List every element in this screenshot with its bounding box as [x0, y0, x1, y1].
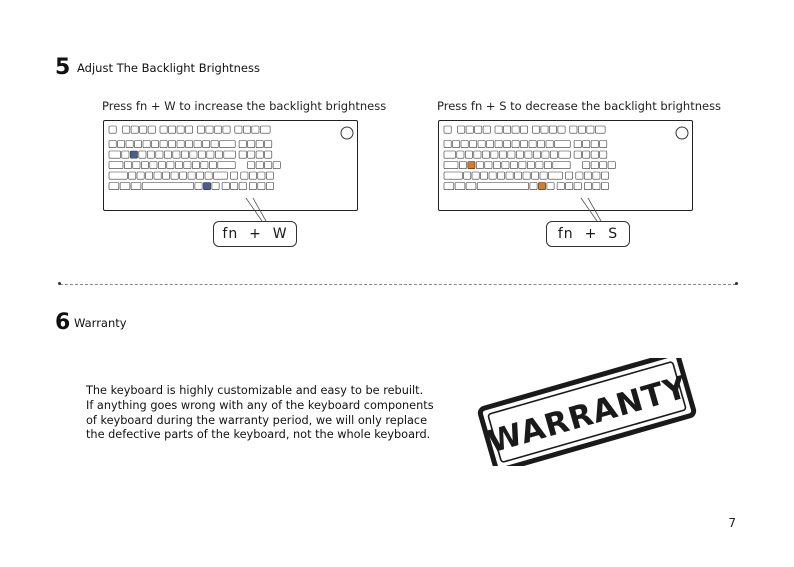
- key: [109, 162, 123, 169]
- key: [249, 172, 256, 179]
- key: [252, 126, 259, 133]
- key: [197, 172, 204, 179]
- key: [211, 141, 218, 148]
- warranty-line-3: of keyboard during the warranty period, we will only replace: [86, 413, 428, 427]
- key: [180, 172, 187, 179]
- key: [175, 162, 182, 169]
- key: [194, 141, 201, 148]
- fn-s-combo-text: fn + S: [557, 226, 619, 242]
- key: [495, 126, 502, 133]
- key: [266, 183, 273, 190]
- key: [248, 151, 255, 158]
- key: [444, 126, 451, 133]
- key: [591, 141, 598, 148]
- key: [188, 172, 195, 179]
- fn-s-combo-label: [546, 221, 630, 247]
- key: [566, 172, 573, 179]
- key: [559, 151, 571, 158]
- warranty-paragraph: [86, 384, 434, 443]
- fn-w-combo-label: [213, 221, 297, 247]
- key: [109, 172, 127, 179]
- key: [549, 126, 556, 133]
- key: [163, 172, 170, 179]
- key: [160, 141, 167, 148]
- key: [164, 151, 171, 158]
- key: [550, 151, 557, 158]
- key: [595, 126, 605, 133]
- key: [495, 141, 502, 148]
- key: [140, 126, 147, 133]
- knob-icon: [676, 127, 688, 139]
- key: [466, 126, 473, 133]
- key: [239, 141, 246, 148]
- key: [458, 126, 465, 133]
- key: [533, 151, 540, 158]
- key: [249, 183, 256, 190]
- key: [502, 162, 509, 169]
- key: [231, 172, 238, 179]
- key: [167, 162, 174, 169]
- key: [540, 172, 547, 179]
- key: [574, 141, 581, 148]
- key: [536, 162, 543, 169]
- key: [129, 172, 136, 179]
- key: [444, 172, 462, 179]
- key: [487, 141, 494, 148]
- section-5-number: 5: [55, 55, 71, 80]
- key: [465, 151, 472, 158]
- key: [239, 183, 246, 190]
- key: [118, 141, 125, 148]
- key: [457, 151, 464, 158]
- key: [508, 151, 515, 158]
- key: [258, 172, 265, 179]
- key: [190, 151, 197, 158]
- key: [489, 172, 496, 179]
- key: [574, 151, 581, 158]
- key: [214, 126, 221, 133]
- key: [169, 141, 176, 148]
- knob-icon: [341, 127, 353, 139]
- divider-dot-right: [735, 282, 738, 285]
- warranty-stamp-text: WARRANTY: [483, 369, 692, 461]
- key: [468, 162, 475, 169]
- key: [472, 172, 479, 179]
- key: [583, 141, 590, 148]
- key: [120, 183, 130, 190]
- key: [171, 172, 178, 179]
- key: [538, 183, 545, 190]
- key: [150, 162, 157, 169]
- key: [532, 172, 539, 179]
- key: [566, 183, 573, 190]
- key: [553, 162, 570, 169]
- key: [207, 151, 214, 158]
- key: [214, 172, 228, 179]
- key: [482, 151, 489, 158]
- key: [557, 183, 564, 190]
- warranty-line-1: The keyboard is highly customizable and easy to be rebuilt.: [86, 384, 424, 397]
- key: [223, 126, 230, 133]
- key: [601, 172, 608, 179]
- key: [131, 126, 138, 133]
- key: [600, 151, 607, 158]
- key: [209, 162, 216, 169]
- key: [158, 162, 165, 169]
- key: [215, 151, 222, 158]
- key: [558, 126, 565, 133]
- key: [218, 162, 235, 169]
- key: [583, 151, 590, 158]
- key: [608, 162, 615, 169]
- key: [542, 151, 549, 158]
- key: [444, 151, 456, 158]
- key: [248, 141, 255, 148]
- key: [459, 162, 466, 169]
- key: [453, 141, 460, 148]
- key: [504, 126, 511, 133]
- warranty-line-4: the defective parts of the keyboard, not the whole keyboard.: [86, 428, 431, 442]
- key: [529, 141, 536, 148]
- key: [584, 183, 591, 190]
- key: [470, 141, 477, 148]
- section-5-title: Adjust The Backlight Brightness: [77, 61, 260, 75]
- key: [124, 162, 131, 169]
- key: [109, 183, 119, 190]
- key: [235, 126, 242, 133]
- key: [475, 126, 482, 133]
- key: [195, 183, 202, 190]
- key: [525, 151, 532, 158]
- key: [578, 126, 585, 133]
- section-6-title: Warranty: [74, 316, 127, 330]
- key: [122, 151, 129, 158]
- key: [256, 162, 263, 169]
- key: [186, 126, 193, 133]
- key: [248, 162, 255, 169]
- key: [498, 172, 505, 179]
- key: [461, 141, 468, 148]
- key: [131, 183, 141, 190]
- key: [478, 141, 485, 148]
- key: [177, 141, 184, 148]
- key: [521, 126, 528, 133]
- key: [206, 126, 213, 133]
- key: [143, 141, 150, 148]
- key: [212, 183, 219, 190]
- fn-s-caption: Press fn + S to decrease the backlight brightness: [437, 99, 722, 113]
- key: [549, 172, 563, 179]
- key: [265, 162, 272, 169]
- key: [583, 162, 590, 169]
- key: [141, 162, 148, 169]
- warranty-stamp: [476, 358, 698, 466]
- key: [130, 151, 137, 158]
- key: [148, 126, 155, 133]
- key: [483, 126, 490, 133]
- key: [260, 126, 270, 133]
- key: [123, 126, 130, 133]
- key: [198, 151, 205, 158]
- key: [147, 151, 154, 158]
- key: [512, 141, 519, 148]
- key: [466, 183, 476, 190]
- key: [587, 126, 594, 133]
- key: [510, 162, 517, 169]
- key: [570, 126, 577, 133]
- key: [541, 126, 548, 133]
- key: [481, 172, 488, 179]
- key: [476, 162, 483, 169]
- key: [203, 141, 210, 148]
- key: [181, 151, 188, 158]
- key: [512, 126, 519, 133]
- key: [574, 183, 581, 190]
- key: [455, 183, 465, 190]
- key: [256, 151, 263, 158]
- key: [173, 151, 180, 158]
- key: [601, 183, 608, 190]
- key: [239, 151, 246, 158]
- key: [197, 126, 204, 133]
- key: [222, 183, 229, 190]
- key: [521, 141, 528, 148]
- key: [266, 172, 273, 179]
- key: [593, 172, 600, 179]
- key: [576, 172, 583, 179]
- key: [156, 151, 163, 158]
- key: [527, 162, 534, 169]
- key: [584, 172, 591, 179]
- key: [146, 172, 153, 179]
- key: [474, 151, 481, 158]
- key: [593, 183, 600, 190]
- key: [444, 162, 458, 169]
- section-6-number: 6: [55, 310, 71, 335]
- key: [109, 126, 116, 133]
- key: [516, 151, 523, 158]
- key: [109, 141, 116, 148]
- key: [523, 172, 530, 179]
- fn-w-combo-text: fn + W: [222, 226, 288, 242]
- divider-dot-left: [58, 282, 61, 285]
- key: [532, 126, 539, 133]
- key: [109, 151, 121, 158]
- key: [256, 141, 263, 148]
- section-divider: [60, 284, 736, 285]
- key: [243, 126, 250, 133]
- key: [133, 162, 140, 169]
- key: [519, 162, 526, 169]
- key: [126, 141, 133, 148]
- key: [135, 141, 142, 148]
- key: [142, 183, 193, 190]
- key: [547, 183, 554, 190]
- fn-w-caption: Press fn + W to increase the backlight brightness: [102, 99, 387, 113]
- key: [506, 172, 513, 179]
- key: [546, 141, 553, 148]
- key: [186, 141, 193, 148]
- page-number: 7: [728, 516, 736, 530]
- key: [444, 141, 451, 148]
- key: [224, 151, 236, 158]
- key: [464, 172, 471, 179]
- key: [265, 151, 272, 158]
- key: [139, 151, 146, 158]
- key: [591, 151, 598, 158]
- key: [265, 141, 272, 148]
- key: [241, 172, 248, 179]
- key: [169, 126, 176, 133]
- key: [499, 151, 506, 158]
- key: [220, 141, 236, 148]
- key: [491, 151, 498, 158]
- key: [530, 183, 537, 190]
- key: [538, 141, 545, 148]
- key: [515, 172, 522, 179]
- key: [137, 172, 144, 179]
- key: [154, 172, 161, 179]
- key: [177, 126, 184, 133]
- key: [192, 162, 199, 169]
- key: [203, 183, 210, 190]
- key: [231, 183, 238, 190]
- key: [152, 141, 159, 148]
- key: [544, 162, 551, 169]
- key: [273, 162, 280, 169]
- warranty-line-2: If anything goes wrong with any of the keyboard components: [86, 398, 434, 412]
- key: [444, 183, 454, 190]
- key: [493, 162, 500, 169]
- key: [205, 172, 212, 179]
- key: [591, 162, 598, 169]
- key: [485, 162, 492, 169]
- key: [258, 183, 265, 190]
- key: [201, 162, 208, 169]
- key: [184, 162, 191, 169]
- key: [477, 183, 528, 190]
- key: [555, 141, 571, 148]
- key: [504, 141, 511, 148]
- key: [600, 162, 607, 169]
- key: [600, 141, 607, 148]
- key: [160, 126, 167, 133]
